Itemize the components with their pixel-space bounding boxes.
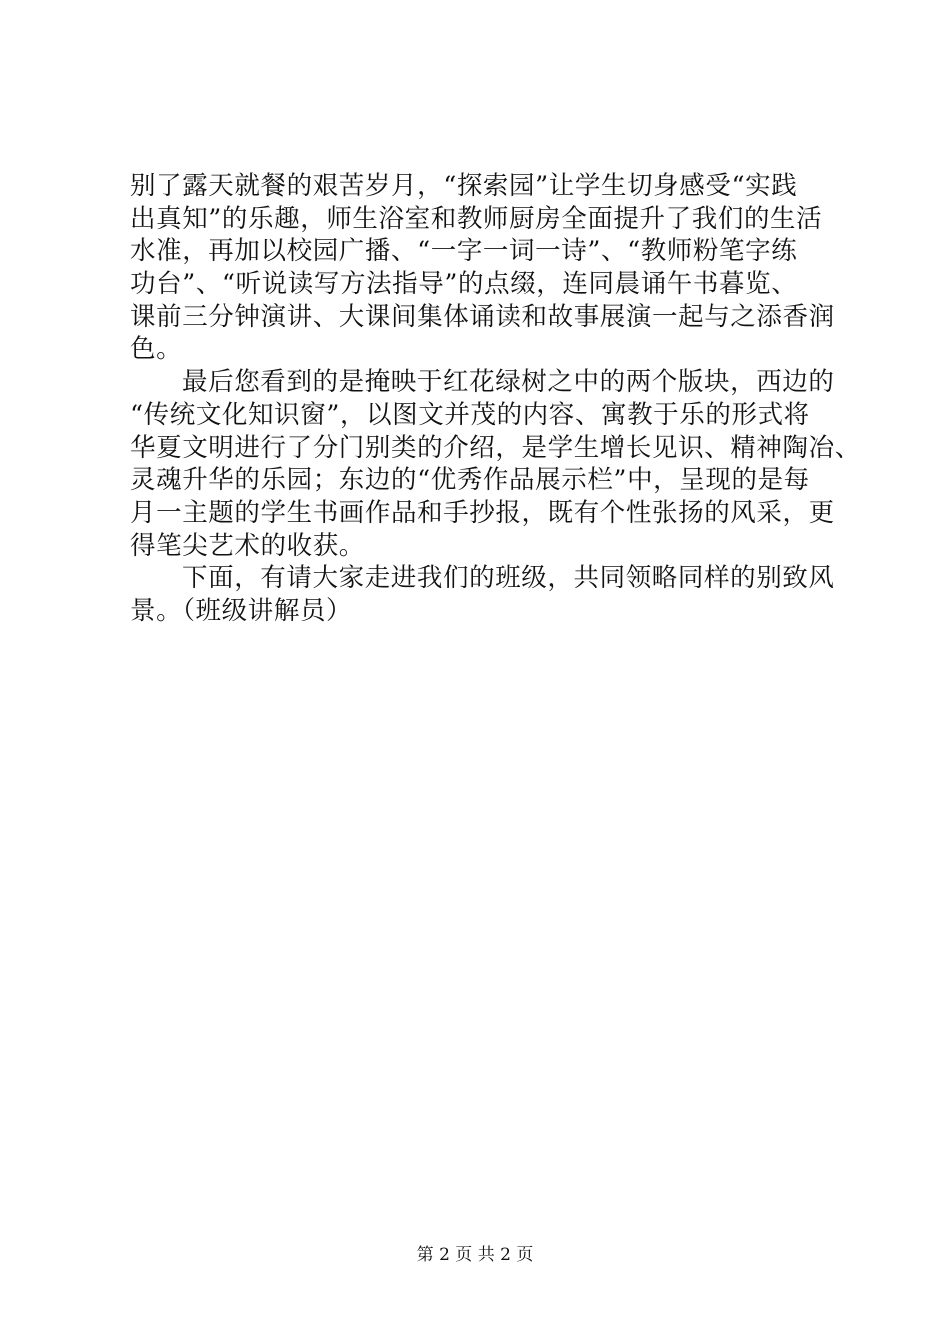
text-line: 灵魂升华的乐园；东边的“优秀作品展示栏”中，呈现的是每	[130, 465, 810, 496]
text-line: 水准，再加以校园广播、“一字一词一诗”、“教师粉笔字练	[130, 236, 798, 267]
text-line: 色。	[130, 334, 183, 365]
document-body	[130, 170, 861, 628]
text-line: 别了露天就餐的艰苦岁月，“探索园”让学生切身感受“实践	[130, 171, 798, 201]
page-footer	[0, 1244, 950, 1266]
page-number-label: 第 2 页 共 2 页	[416, 1245, 534, 1265]
text-line: 得笔尖艺术的收获。	[130, 530, 365, 561]
text-line: 功台”、“听说读写方法指导”的点缀，连同晨诵午书暮览、	[130, 269, 798, 300]
text-line: “传统文化知识窗”，以图文并茂的内容、寓教于乐的形式将	[130, 399, 810, 430]
text-line: 月一主题的学生书画作品和手抄报，既有个性张扬的风采，更	[130, 497, 835, 528]
text-line: 华夏文明进行了分门别类的介绍，是学生增长见识、精神陶冶、	[130, 432, 861, 463]
paragraph-start-line: 最后您看到的是掩映于红花绿树之中的两个版块，西边的	[182, 367, 835, 398]
text-line: 景。（班级讲解员）	[130, 595, 353, 626]
text-line: 出真知”的乐趣，师生浴室和教师厨房全面提升了我们的生活	[130, 203, 823, 234]
paragraph-start-line: 下面，有请大家走进我们的班级，共同领略同样的别致风	[182, 563, 835, 594]
text-line: 课前三分钟演讲、大课间集体诵读和故事展演一起与之添香润	[130, 301, 835, 332]
